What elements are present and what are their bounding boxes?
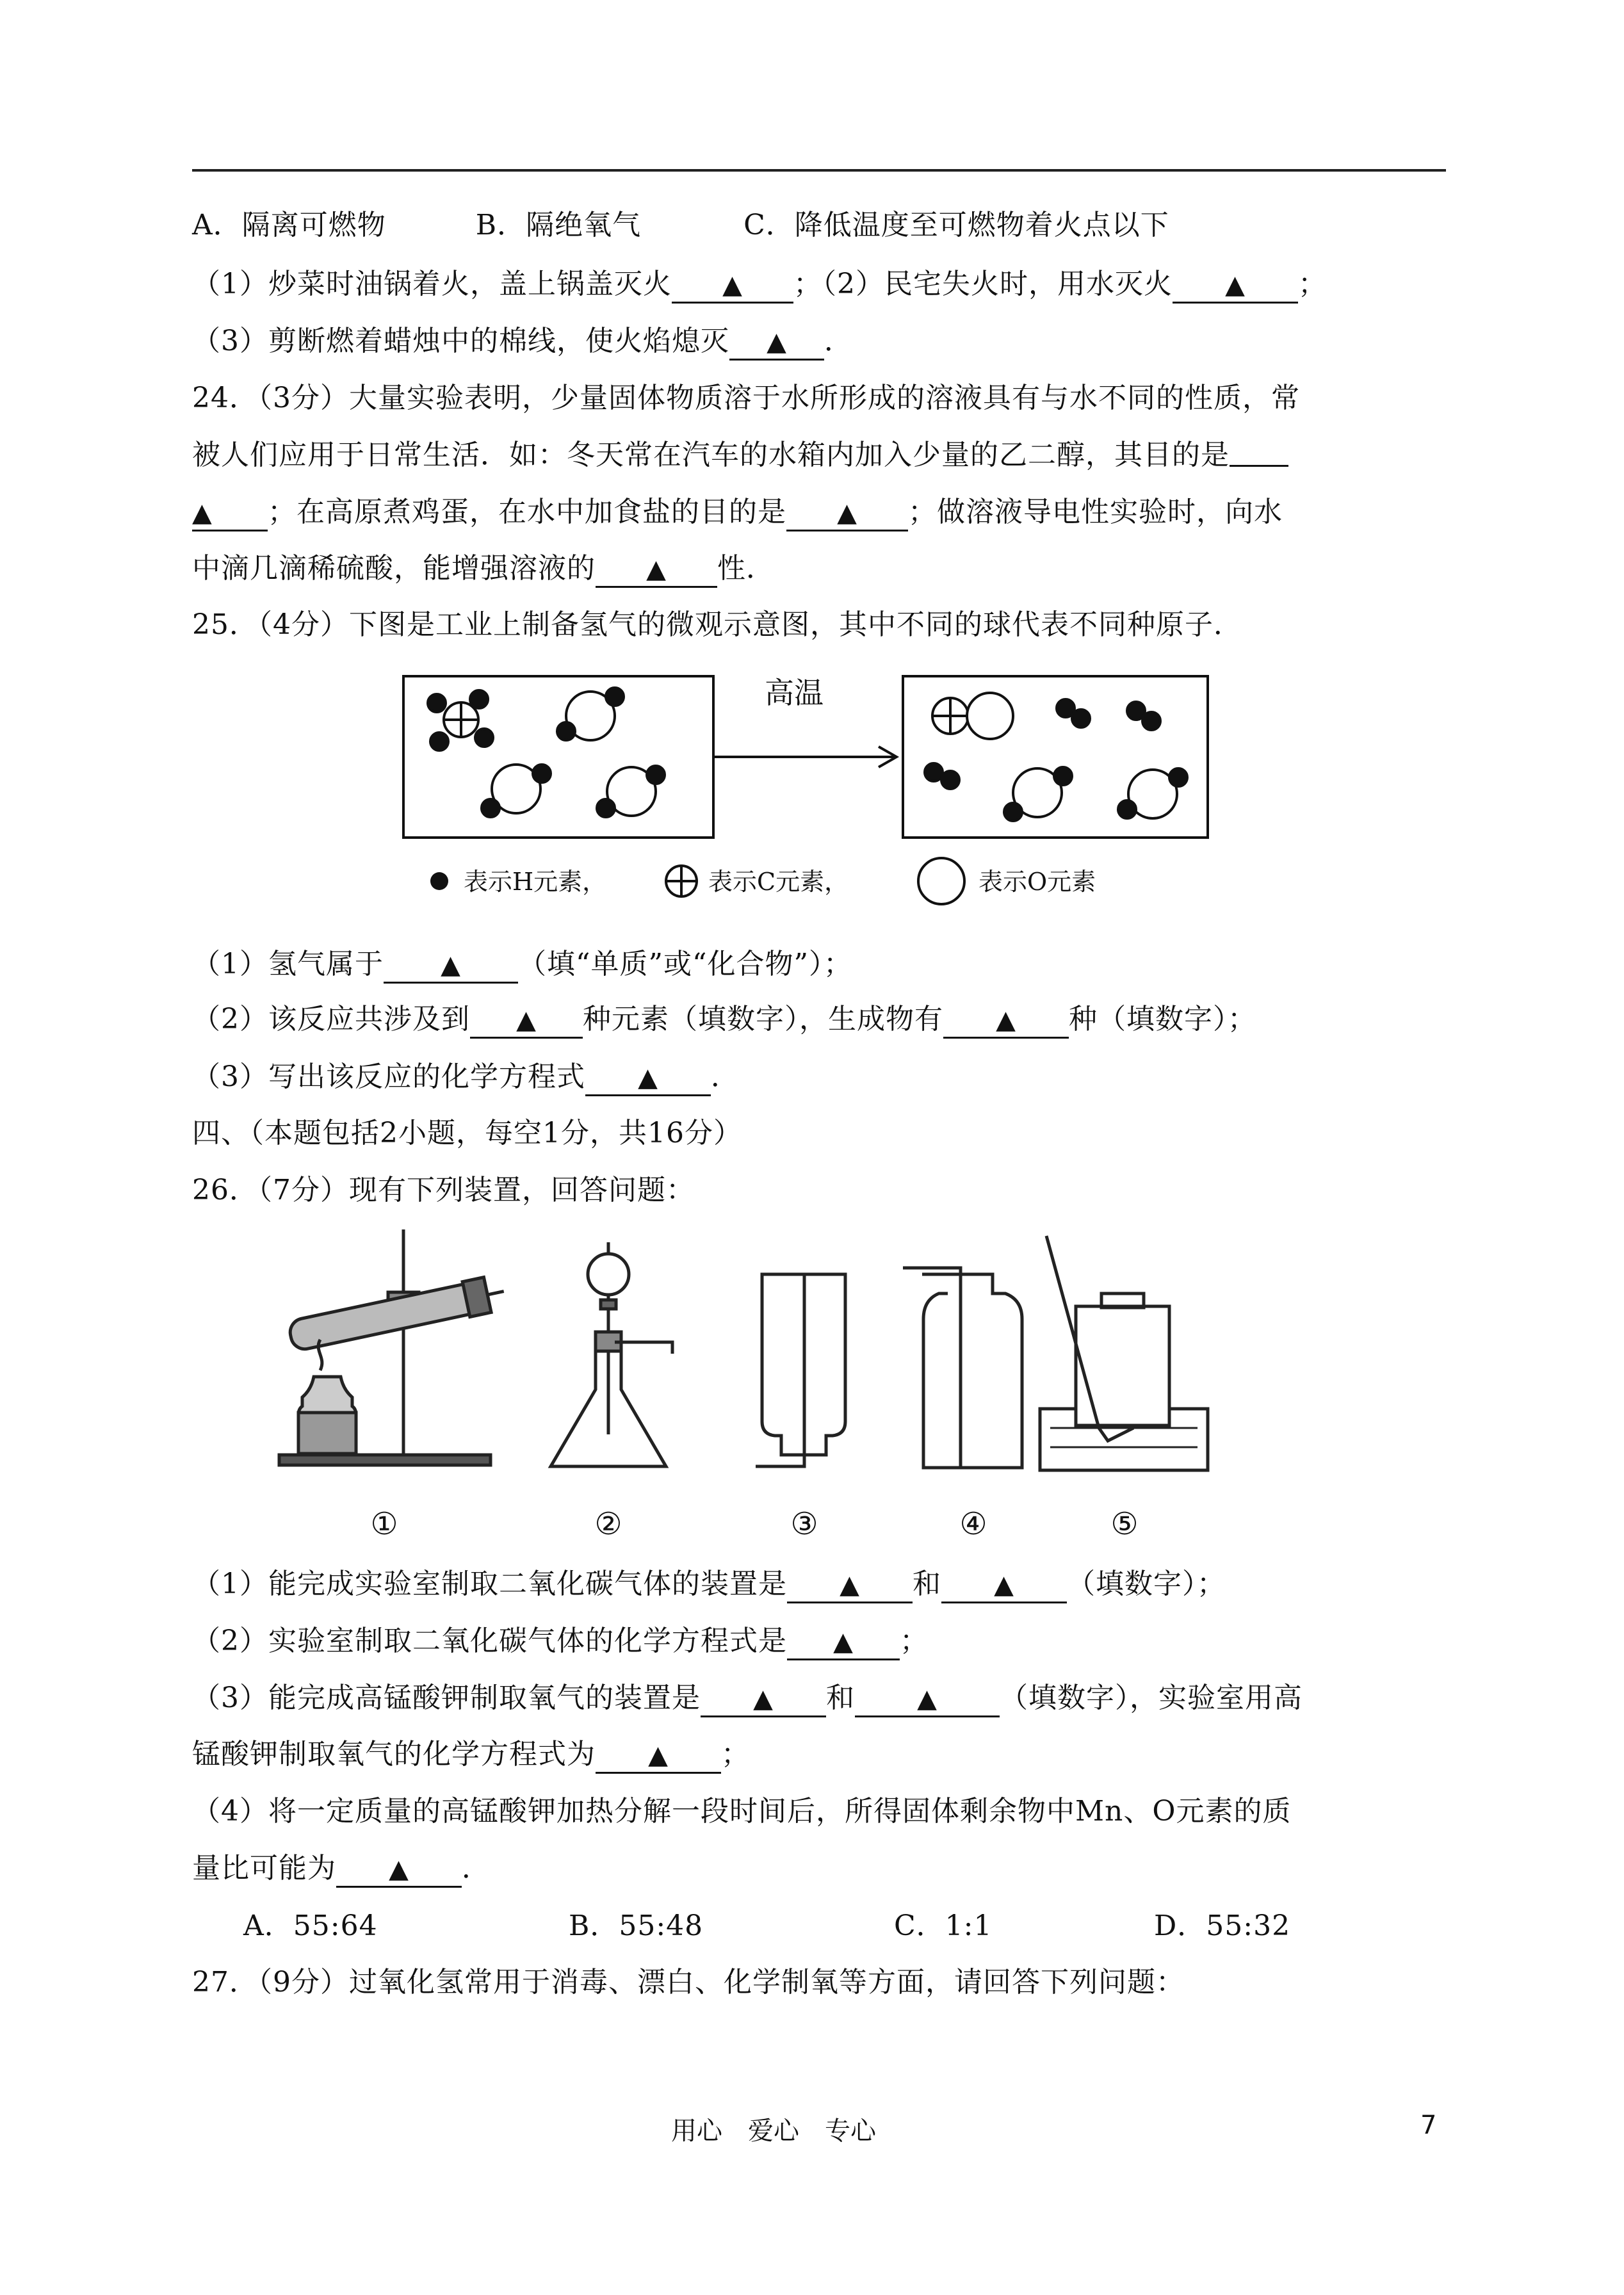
water-molecule — [1118, 768, 1187, 818]
question-text: 25．（4分）下图是工业上制备氢气的微观示意图，其中不同的球代表不同种原子． — [192, 608, 1242, 641]
question-text: 性． — [717, 552, 775, 585]
answer-blank[interactable] — [787, 1625, 900, 1660]
question-text: 和 — [913, 1568, 941, 1600]
hydrogen-atom-icon — [430, 872, 448, 890]
footer-motto: 用心 爱心 专心 — [671, 2116, 876, 2146]
answer-blank[interactable] — [672, 268, 793, 304]
question-line — [192, 265, 1446, 304]
answer-blank[interactable] — [855, 1682, 1000, 1717]
legend-oxygen: 表示O元素 — [978, 868, 1096, 896]
answer-blank[interactable] — [943, 1003, 1069, 1039]
answer-blank[interactable] — [729, 325, 824, 361]
question-text: 和 — [826, 1682, 855, 1714]
answer-blank[interactable] — [1173, 268, 1298, 304]
reactants-box — [403, 676, 713, 838]
option-a: A．隔离可燃物 — [192, 209, 386, 241]
page-number: 7 — [1420, 2111, 1437, 2140]
question-text: ； — [900, 1625, 929, 1657]
option-b: B．隔绝氧气 — [475, 209, 642, 241]
blank-mark: ▲ — [996, 1005, 1016, 1035]
question-text: 24．（3分）大量实验表明，少量固体物质溶于水所形成的溶液具有与水不同的性质，常 — [192, 382, 1300, 414]
hydrogen-molecule — [1127, 702, 1160, 730]
answer-blank[interactable] — [596, 1738, 721, 1774]
question-text: 种元素（填数字），生成物有 — [583, 1003, 943, 1035]
question-line — [192, 549, 1446, 588]
question-line — [192, 1792, 1446, 1831]
answer-blank[interactable] — [470, 1003, 583, 1039]
water-molecule — [482, 765, 551, 817]
question-line — [192, 322, 1446, 361]
answer-blank[interactable] — [596, 552, 717, 588]
question-24 — [192, 379, 1446, 418]
question-line — [192, 1849, 1446, 1888]
blank-mark: ▲ — [389, 1854, 409, 1884]
question-line — [192, 945, 1446, 984]
answer-blank[interactable] — [585, 1060, 711, 1096]
blank-mark: ▲ — [648, 1740, 669, 1770]
question-text: （3）能完成高锰酸钾制取氧气的装置是 — [192, 1682, 701, 1714]
question-26 — [192, 1171, 1446, 1210]
apparatus-figure — [275, 1217, 1364, 1550]
blank-mark: ▲ — [646, 555, 667, 584]
question-text: （填数字）； — [1067, 1568, 1226, 1600]
header-rule — [192, 169, 1446, 172]
question-line — [192, 1679, 1446, 1717]
choice-row — [243, 1907, 1396, 1945]
carbon-monoxide-molecule — [932, 693, 1013, 739]
question-text: 种（填数字）； — [1069, 1003, 1256, 1035]
question-line — [192, 1735, 1446, 1774]
question-text: 被人们应用于日常生活．如：冬天常在汽车的水箱内加入少量的乙二醇，其目的是 — [192, 439, 1230, 471]
blank-mark: ▲ — [192, 498, 213, 528]
heating-apparatus-1 — [279, 1229, 508, 1465]
question-line — [192, 493, 1446, 531]
question-text: ． — [711, 1060, 740, 1093]
question-text: （4）将一定质量的高锰酸钾加热分解一段时间后，所得固体剩余物中Mn、O元素的质 — [192, 1795, 1292, 1828]
answer-blank[interactable] — [941, 1568, 1067, 1603]
answer-blank[interactable] — [1230, 465, 1288, 467]
water-molecule — [597, 766, 665, 817]
reaction-diagram — [384, 666, 1230, 922]
question-text: （2）该反应共涉及到 — [192, 1003, 470, 1035]
gas-generator-2 — [551, 1242, 672, 1466]
answer-blank[interactable] — [786, 496, 908, 531]
question-line — [192, 1565, 1446, 1603]
collection-bottle-4 — [903, 1268, 1022, 1468]
answer-blank[interactable] — [787, 1568, 913, 1603]
choice-a[interactable]: A．55:64 — [243, 1910, 378, 1942]
apparatus-label: ② — [594, 1506, 622, 1542]
apparatus-label: ④ — [959, 1506, 987, 1542]
water-displacement-5 — [1040, 1236, 1208, 1470]
question-line — [192, 1058, 1446, 1096]
question-text: （1）炒菜时油锅着火，盖上锅盖灭火 — [192, 268, 672, 300]
question-text: （1）氢气属于 — [192, 948, 384, 980]
choice-b[interactable]: B．55:48 — [569, 1910, 704, 1942]
apparatus-label: ① — [370, 1506, 398, 1542]
oxygen-atom-icon — [918, 858, 964, 904]
section-heading — [192, 1114, 1446, 1153]
question-text: 中滴几滴稀硫酸，能增强溶液的 — [192, 552, 596, 585]
blank-mark: ▲ — [994, 1570, 1014, 1600]
blank-mark: ▲ — [1225, 270, 1246, 300]
question-text: ；做溶液导电性实验时，向水 — [908, 496, 1283, 528]
answer-blank[interactable] — [192, 496, 268, 531]
question-line — [192, 1622, 1446, 1660]
question-text: 26．（7分）现有下列装置，回答问题： — [192, 1174, 695, 1206]
question-text: （填“单质”或“化合物”）； — [518, 948, 852, 980]
question-text: （2）实验室制取二氧化碳气体的化学方程式是 — [192, 1625, 787, 1657]
question-line — [192, 436, 1446, 474]
question-text: 锰酸钾制取氧气的化学方程式为 — [192, 1738, 596, 1771]
reaction-arrow — [715, 747, 897, 767]
water-molecule — [1004, 767, 1072, 821]
question-text: ； — [721, 1738, 750, 1771]
blank-mark: ▲ — [441, 950, 461, 980]
hydrogen-molecule — [1057, 699, 1090, 727]
question-text: ． — [824, 325, 853, 357]
question-text: 27．（9分）过氧化氢常用于消毒、漂白、化学制氧等方面，请回答下列问题： — [192, 1966, 1185, 1999]
apparatus-label: ③ — [790, 1506, 818, 1542]
blank-mark: ▲ — [840, 1570, 860, 1600]
blank-mark: ▲ — [833, 1627, 854, 1657]
answer-blank[interactable] — [336, 1852, 462, 1888]
question-text: ． — [462, 1852, 491, 1885]
question-25 — [192, 606, 1446, 644]
question-text: ；（2）民宅失火时，用水灭火 — [793, 268, 1173, 300]
blank-mark: ▲ — [638, 1063, 658, 1092]
legend-carbon: 表示C元素， — [708, 868, 849, 896]
options-line — [192, 206, 1446, 245]
apparatus-label: ⑤ — [1110, 1506, 1139, 1542]
carbon-atom-icon — [666, 866, 697, 896]
answer-blank[interactable] — [701, 1682, 826, 1717]
hydrogen-molecule — [925, 763, 959, 789]
question-text: （3）写出该反应的化学方程式 — [192, 1060, 585, 1093]
diagram-legend — [430, 858, 1096, 904]
blank-mark: ▲ — [516, 1005, 537, 1035]
methane-molecule — [428, 690, 493, 750]
question-text: ； — [1298, 268, 1327, 300]
answer-blank[interactable] — [384, 948, 518, 984]
option-c: C．降低温度至可燃物着火点以下 — [743, 209, 1169, 241]
question-text: （3）剪断燃着蜡烛中的棉线，使火焰熄灭 — [192, 325, 729, 357]
question-line — [192, 1000, 1446, 1039]
question-text: （填数字），实验室用高 — [1000, 1682, 1303, 1714]
blank-mark: ▲ — [767, 327, 787, 357]
water-molecule — [557, 688, 624, 740]
question-text: ；在高原煮鸡蛋，在水中加食盐的目的是 — [268, 496, 786, 528]
section-title: 四、（本题包括2小题，每空1分，共16分） — [192, 1117, 742, 1149]
choice-c[interactable]: C．1:1 — [894, 1910, 993, 1942]
blank-mark: ▲ — [837, 498, 857, 528]
reaction-condition: 高温 — [765, 676, 824, 710]
legend-hydrogen: 表示H元素， — [464, 868, 607, 896]
question-text: 量比可能为 — [192, 1852, 336, 1885]
choice-d[interactable]: D．55:32 — [1154, 1910, 1291, 1942]
blank-mark: ▲ — [753, 1684, 774, 1714]
collection-bottle-3 — [756, 1274, 845, 1466]
blank-mark: ▲ — [722, 270, 743, 300]
question-27 — [192, 1963, 1446, 2002]
question-text: （1）能完成实验室制取二氧化碳气体的装置是 — [192, 1568, 787, 1600]
blank-mark: ▲ — [917, 1684, 938, 1714]
